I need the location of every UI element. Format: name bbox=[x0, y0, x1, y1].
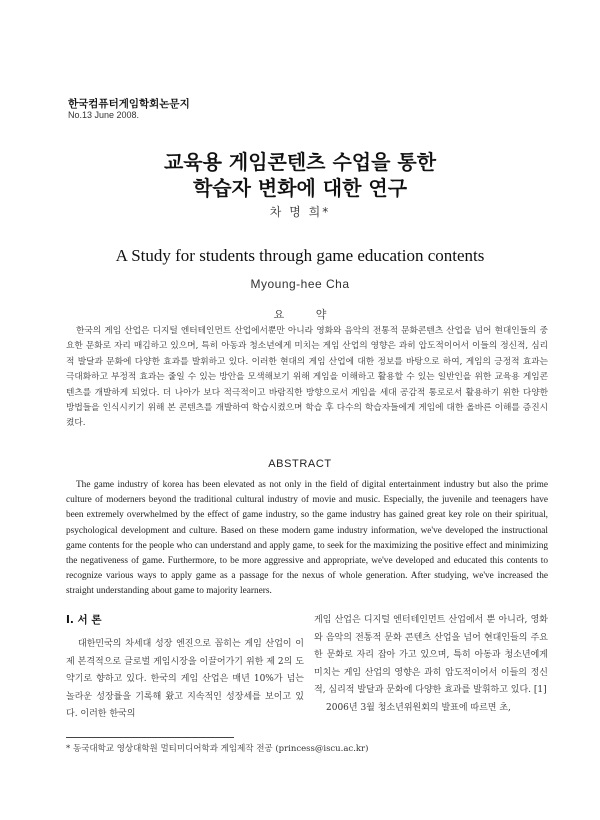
korean-abstract-text bbox=[66, 324, 548, 432]
author-affiliation-footnote: * 동국대학교 영상대학원 멀티미디어학과 게임제작 전공 (princess@iscu.ac.kr) bbox=[66, 744, 369, 754]
intro-paragraph-2: 2006년 3월 청소년위원회의 발표에 따르면 초, bbox=[326, 702, 511, 713]
english-abstract-text bbox=[66, 478, 548, 600]
english-abstract-heading: ABSTRACT bbox=[268, 458, 332, 470]
section-heading-introduction: Ⅰ. 서 론 bbox=[66, 614, 102, 626]
author-english: Myoung-hee Cha bbox=[250, 277, 350, 291]
footnote-divider bbox=[66, 737, 234, 738]
intro-paragraph-1-continued: 게임 산업은 디지털 엔터테인먼트 산업에서 뿐 아니라, 영화와 음악의 전통적 문화 콘텐츠 산업을 넘어 현대인들의 주요한 문화로 자리 잡아 가고 있으며, 특히 아동과 청소년에게 미치는 게임 산업의 영향은 과히 압도적이어서 이들의 정신적, 심리적 발달과 문화에 다양한 효과를 발휘하고 있다. [1] bbox=[314, 615, 548, 696]
intro-paragraph-1: 대한민국의 차세대 성장 엔진으로 꼽히는 게임 산업이 이제 본격적으로 글로벌 게임시장을 이끌어가기 위한 제 2의 도약기로 향하고 있다. 한국의 게임 산업은 매년 10%가 넘는 놀라운 성장률을 기록해 왔고 지속적인 성장세를 보이고 있다. 이러한 한국의 bbox=[66, 639, 304, 720]
korean-abstract-heading: 요 약 bbox=[273, 308, 341, 321]
author-korean: 차 명 희* bbox=[269, 205, 331, 219]
issue-info: No.13 June 2008. bbox=[68, 110, 140, 120]
english-title: A Study for students through game education contents bbox=[115, 246, 485, 265]
journal-name: 한국컴퓨터게임학회논문지 bbox=[68, 98, 190, 110]
body-column-right bbox=[314, 612, 548, 718]
korean-abstract-body: 한국의 게임 산업은 디지털 엔터테인먼트 산업에서뿐만 아니라 영화와 음악의 전통적 문화콘텐츠 산업을 넘어 현대인들의 중요한 문화로 자리 매김하고 있으며, 특히 아동과 청소년에게 미치는 게임 산업의 영향은 과히 압도적이어서 이들의 정신적, 심리적 발달과 문화에 다양한 효과를 발휘하고 있다. 이러한 현대의 게임 산업에 대한 정보를 바탕으로 하여, 게임의 긍정적 효과는 극대화하고 부정적 효과는 줄일 수 있는 방안을 모색해보기 위해 게임을 이해하고 활용할 수 있는 일반인을 위한 교육용 게임콘텐츠를 개발하게 되었다. 더 나아가 보다 적극적이고 바람직한 방향으로서 게임을 세대 공감적 통로로서 활용하기 위한 다양한 방법들을 인식시키기 위해 본 콘텐츠를 개발하여 학습시켰으며 학습 후 다수의 학습자들에게 게임에 대한 올바른 이해를 증진시켰다. bbox=[66, 326, 548, 429]
body-column-left bbox=[66, 636, 304, 724]
korean-title-line-1: 교육용 게임콘텐츠 수업을 통한 bbox=[163, 150, 437, 174]
korean-title-line-2: 학습자 변화에 대한 연구 bbox=[192, 176, 408, 200]
english-abstract-body: The game industry of korea has been elevated as not only in the field of digital entertainment industry but also the prime culture of moderners beyond the traditional cultural industry of movie and music. Especially, the juvenile and teenagers have been extremely overwhelmed by the effect of game industry, so the game industry has gained great key role on their spiritual, psychological development and culture. Based on these modern game industry information, we've developed the instructional game contents for the people who can understand and apply game, to seek for the maximizing the positive effect and minimizing the negativeness of game. Furthermore, to be more aggressive and appropriate, we've developed and educated this contents to recognize various ways to apply game as a passage for the nexus of whole generation. After studying, we've increased the straight understanding about game to majority learners. bbox=[66, 480, 548, 597]
